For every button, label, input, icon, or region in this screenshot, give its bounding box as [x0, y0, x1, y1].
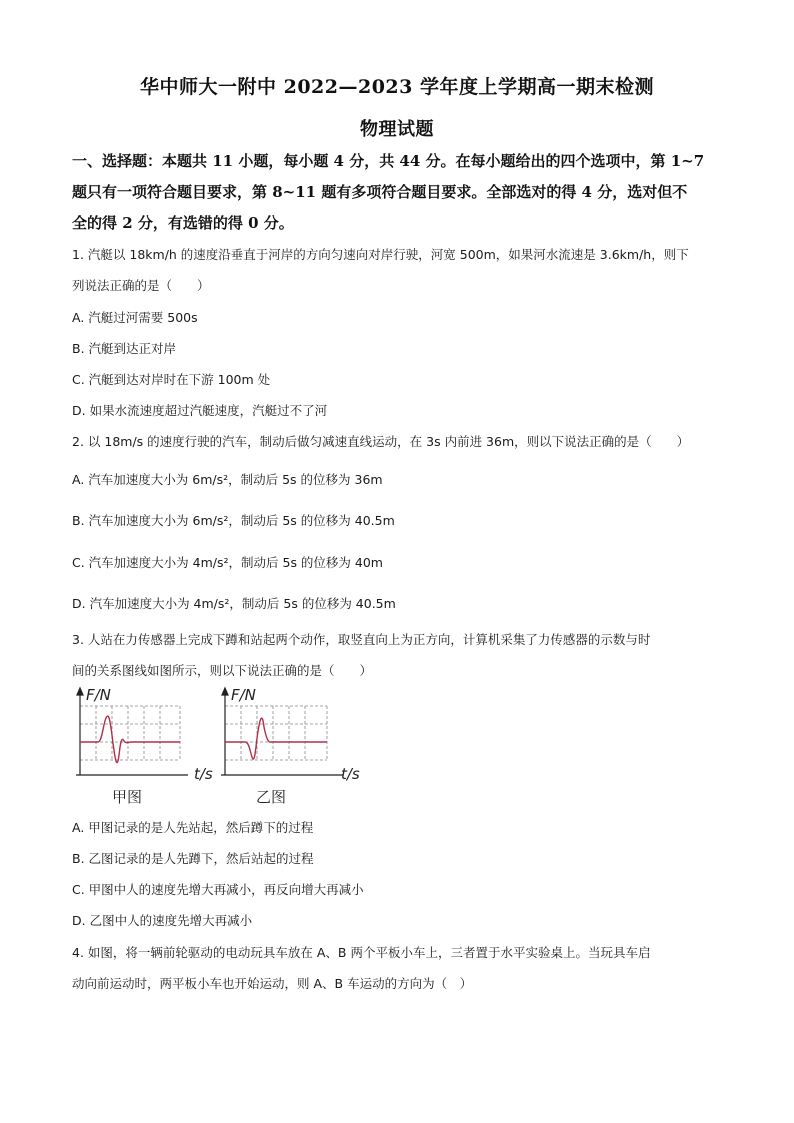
- caption-jia: 甲图: [112, 788, 143, 806]
- question-1-option-d: D. 如果水流速度超过汽艇速度，汽艇过不了河: [72, 403, 328, 418]
- question-2-option-a: A. 汽车加速度大小为 6m/s²，制动后 5s 的位移为 36m: [72, 472, 383, 487]
- question-1-option-b: B. 汽艇到达正对岸: [72, 341, 177, 356]
- question-2-option-c: C. 汽车加速度大小为 4m/s²，制动后 5s 的位移为 40m: [72, 555, 383, 570]
- question-3-option-b: B. 乙图记录的是人先蹲下，然后站起的过程: [72, 851, 314, 866]
- x-axis-label-yi: t/s: [341, 765, 360, 783]
- force-curve-jia: [80, 716, 180, 763]
- graph-grid: [80, 706, 180, 760]
- section-instructions-line-2: 题只有一项符合题目要求，第 8~11 题有多项符合题目要求。全部选对的得 4 分，选对但不: [72, 183, 688, 201]
- question-1-option-a: A. 汽艇过河需要 500s: [72, 310, 198, 325]
- question-2-option-d: D. 汽车加速度大小为 4m/s²，制动后 5s 的位移为 40.5m: [72, 596, 396, 611]
- caption-yi: 乙图: [256, 788, 287, 806]
- question-4-stem-line-2: 动向前运动时，两平板小车也开始运动，则 A、B 车运动的方向为（ ）: [72, 976, 473, 991]
- question-1-stem-line-1: 1. 汽艇以 18km/h 的速度沿垂直于河岸的方向匀速向对岸行驶，河宽 500m，如果河水流速是 3.6km/h，则下: [72, 247, 689, 262]
- question-3-option-c: C. 甲图中人的速度先增大再减小，再反向增大再减小: [72, 882, 364, 897]
- y-axis-label-yi: F/N: [231, 686, 256, 704]
- section-instructions-line-1: 一、选择题：本题共 11 小题，每小题 4 分，共 44 分。在每小题给出的四个选项中，第 1~7: [72, 152, 705, 170]
- question-2-stem: 2. 以 18m/s 的速度行驶的汽车，制动后做匀减速直线运动，在 3s 内前进 36m，则以下说法正确的是（ ）: [72, 434, 690, 449]
- exam-subtitle: 物理试题: [360, 119, 434, 140]
- question-2-option-b: B. 汽车加速度大小为 6m/s²，制动后 5s 的位移为 40.5m: [72, 513, 395, 528]
- x-axis-label-jia: t/s: [194, 765, 213, 783]
- y-axis-label-jia: F/N: [86, 686, 111, 704]
- question-1-option-c: C. 汽艇到达对岸时在下游 100m 处: [72, 372, 271, 387]
- question-3-option-d: D. 乙图中人的速度先增大再减小: [72, 913, 253, 928]
- question-3-option-a: A. 甲图记录的是人先站起，然后蹲下的过程: [72, 820, 314, 835]
- graph-grid: [225, 706, 327, 760]
- question-3-stem-line-1: 3. 人站在力传感器上完成下蹲和站起两个动作，取竖直向上为正方向，计算机采集了力传感器的示数与时: [72, 632, 651, 647]
- question-4-stem-line-1: 4. 如图，将一辆前轮驱动的电动玩具车放在 A、B 两个平板小车上，三者置于水平实验桌上。当玩具车启: [72, 945, 651, 960]
- question-1-stem-line-2: 列说法正确的是（ ）: [72, 278, 210, 293]
- section-instructions-line-3: 全的得 2 分，有选错的得 0 分。: [72, 214, 294, 232]
- question-3-stem-line-2: 间的关系图线如图所示，则以下说法正确的是（ ）: [72, 663, 373, 678]
- exam-title: 华中师大一附中 2022—2023 学年度上学期高一期末检测: [140, 76, 654, 98]
